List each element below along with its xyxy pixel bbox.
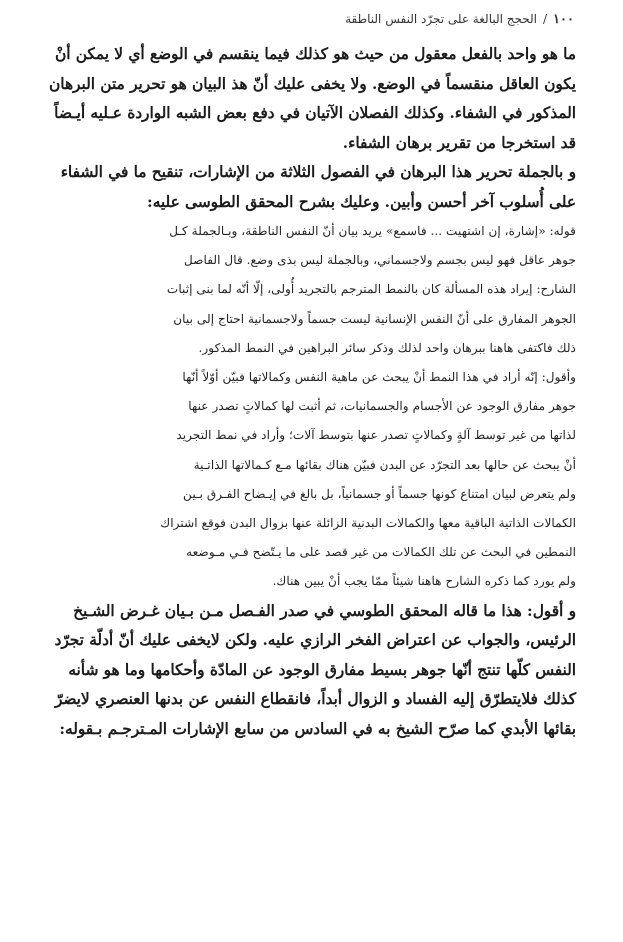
text-line: قد استخرجا من تقرير برهان الشفاء. (342, 133, 576, 152)
paragraph (45, 597, 576, 745)
text-line: يكون العاقل منقسماً في الوضع. ولا يخفى عليك أنّ هذ البيان هو تحرير متن البرهان (49, 74, 576, 93)
text-line: بقائها الأبدي كما صرّح الشيخ به في السادس من سابع الإشارات المـترجـم بـقوله: (59, 719, 576, 738)
quote-line: النمطين في البحث عن تلك الكمالات من غير قصد على ما يـتّضح فـي مـوضعه (186, 545, 576, 560)
book-title: الحجج البالغة على تجرّد النفس الناطقة (345, 12, 537, 26)
quote-line: الجوهر المفارق على أنّ النفس الإنسانية ليست جسماً ولاجسمانية احتاج إلى بيان (173, 311, 576, 326)
quote-line: قوله: «إشارة، إن اشتهيت ... فاسمع» يريد بيان أنّ النفس الناطقة، وبـالجملة كـل (169, 224, 576, 238)
quote-line: وأقول: إنّه أراد في هذا النمط أنْ يبحث عن ماهية النفس وكمالاتها فبيّن أوّلاً أنّها (182, 370, 576, 385)
quote-line: ولم يتعرض لبيان امتناع كونها جسماً أو جسمانياً، بل بالغ في إيـضاح الفـرق بـين (183, 486, 576, 501)
text-line: على أُسلوب آخر أحسن وأبين. وعليك بشرح المحقق الطوسى عليه: (147, 192, 576, 211)
body-text (45, 40, 576, 744)
quote-line: جوهر مفارق الوجود عن الأجسام والجسمانيات، ثم أثبت لها كمالاتٍ تصدر عنها (188, 399, 576, 414)
page-number: ١٠٠ (553, 12, 574, 27)
text-line: الرئيس، والجواب عن اعتراض الفخر الرازي عليه. ولكن لايخفى عليك أنّ أدلّة تجرّد (54, 631, 576, 650)
quote-line: الكمالات الذاتية الباقية معها والكمالات البدنية الزائلة عنها بزوال البدن فوقع اشتراك (160, 516, 576, 531)
text-line: ما هو واحد بالفعل معقول من حيث هو كذلك فيما ينقسم في الوضع أي لا يمكن أنْ (54, 45, 576, 63)
quote-line: الشارح: إيراد هذه المسألة كان بالنمط المترجم بالتجريد أُولى، إلّا أنّه لما بنى إثبات (166, 282, 576, 297)
text-line: المذكور في الشفاء. وكذلك الفصلان الآتيان في دفع بعض الشبه الواردة عـليه أيـضاً (54, 104, 576, 122)
quote-line: ولم يورد كما ذكره الشارح هاهنا شيئاً ممّا يجب أنْ يبين هناك. (272, 574, 576, 589)
quote-line: جوهر عاقل فهو ليس بجسم ولاجسماني، وبالجملة ليس بذى وضع. قال الفاصل (183, 253, 576, 268)
header-separator: / (543, 12, 548, 26)
quotation-block (45, 363, 576, 597)
text-line: النفس كلّها تنتج أنّها جوهر بسيط مفارق الوجود عن المادّة وأحكامها وما هو شأنه (68, 660, 576, 679)
quotation-block (45, 217, 576, 363)
paragraph (45, 40, 576, 158)
quote-line: ذلك فاكتفى هاهنا ببرهان واحد لذلك وذكر سائر البراهين في النمط المذكور. (198, 340, 576, 355)
quote-line: لذاتها من غير توسط آلةٍ وكمالاتٍ تصدر عنها بتوسط آلات؛ وأراد في نمط التجريد (176, 428, 576, 443)
text-line: و بالجملة تحرير هذا البرهان في الفصول الثلاثة من الإشارات، تنقيح ما في الشفاء (60, 163, 576, 181)
quote-line: أنْ يبحث عن حالها بعد التجرّد عن البدن فبيّن هناك بقائها مـع كـمالاتها الذاتـية (193, 457, 576, 472)
running-head (45, 12, 576, 34)
text-line: و أقول: هذا ما قاله المحقق الطوسي في صدر الفـصل مـن بـيان غـرض الشـيخ (73, 601, 576, 620)
paragraph (45, 158, 576, 217)
text-line: كذلك فلايتطرّق إليه الفساد و الزوال أبداً، فانقطاع النفس عن بدنها العنصري لايضرّ (54, 690, 576, 709)
